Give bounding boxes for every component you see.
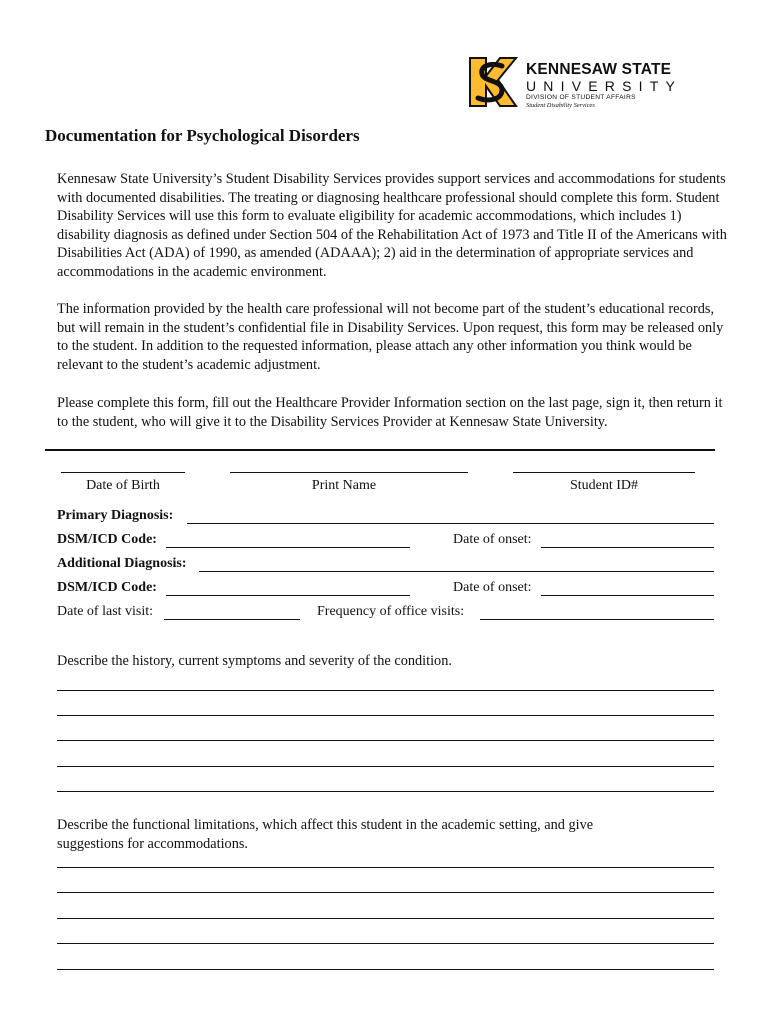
- frequency-label: Frequency of office visits:: [317, 604, 465, 619]
- primary-diagnosis-field[interactable]: [187, 523, 714, 524]
- functional-answer-line-1[interactable]: [57, 867, 714, 868]
- history-answer-line-4[interactable]: [57, 766, 714, 767]
- history-question: [57, 652, 727, 671]
- functional-answer-line-5[interactable]: [57, 969, 714, 970]
- dob-field[interactable]: [61, 472, 185, 473]
- ksu-logo: [466, 54, 696, 116]
- dsm-code-row-2: [57, 580, 157, 600]
- primary-diagnosis-label: Primary Diagnosis:: [57, 508, 174, 523]
- additional-diagnosis-label: Additional Diagnosis:: [57, 556, 187, 571]
- intro-text-2: The information provided by the health care professional will not become part of the student’s educational records, but will remain in the student’s confidential file in Disability Services. Upon request, this form may be released only to the student. In addition to the requested information, please attach any other information you think would be relevant to the student’s academic adjustment.: [57, 301, 724, 373]
- additional-diagnosis-row: [57, 556, 187, 576]
- intro-paragraph-2: [57, 300, 727, 374]
- functional-answer-line-3[interactable]: [57, 918, 714, 919]
- print-name-field[interactable]: [230, 472, 468, 473]
- onset-field-2[interactable]: [541, 595, 714, 596]
- dsm-code-field-2[interactable]: [166, 595, 410, 596]
- intro-text-3: Please complete this form, fill out the Healthcare Provider Information section on the last page, sign it, then return it to the student, who will give it to the Disability Services Provider at Kennesaw State University.: [57, 395, 723, 430]
- intro-text-1: Kennesaw State University’s Student Disability Services provides support services and accommodations for students with documented disabilities. The treating or diagnosing healthcare professional should complete this form. Student Disability Services will use this form to evaluate eligibility for academic accommodations, which includes 1) disability diagnosis as defined under Section 504 of the Rehabilitation Act of 1973 and Title II of the Americans with Disabilities Act (ADA) of 1990, as amended (ADAAA); 2) aid in the determination of appropriate services and accommodations in the academic environment.: [57, 171, 727, 280]
- dsm-code-row-1: [57, 532, 157, 552]
- ksu-monogram-icon: [466, 54, 518, 110]
- onset-label-1: Date of onset:: [453, 532, 532, 547]
- history-answer-line-2[interactable]: [57, 715, 714, 716]
- additional-diagnosis-field[interactable]: [199, 571, 714, 572]
- dsm-code-field-1[interactable]: [166, 547, 410, 548]
- onset-row-2: [453, 580, 532, 600]
- logo-line-1: KENNESAW STATE: [526, 61, 672, 78]
- frequency-field[interactable]: [480, 619, 714, 620]
- primary-diagnosis-row: [57, 508, 173, 528]
- functional-answer-line-4[interactable]: [57, 943, 714, 944]
- history-answer-line-3[interactable]: [57, 740, 714, 741]
- history-answer-line-5[interactable]: [57, 791, 714, 792]
- logo-line-2: UNIVERSITY: [526, 78, 683, 94]
- section-divider: [45, 449, 715, 451]
- last-visit-field[interactable]: [164, 619, 300, 620]
- history-answer-line-1[interactable]: [57, 690, 714, 691]
- dsm-code-label-2: DSM/ICD Code:: [57, 580, 157, 595]
- print-name-caption: Print Name: [311, 478, 377, 493]
- functional-question: [57, 816, 657, 853]
- history-question-text: Describe the history, current symptoms and severity of the condition.: [57, 653, 452, 669]
- last-visit-label: Date of last visit:: [57, 604, 154, 619]
- onset-label-2: Date of onset:: [453, 580, 532, 595]
- student-id-field[interactable]: [513, 472, 695, 473]
- frequency-row: [317, 604, 464, 624]
- onset-field-1[interactable]: [541, 547, 714, 548]
- functional-answer-line-2[interactable]: [57, 892, 714, 893]
- intro-paragraph-3: [57, 394, 727, 431]
- functional-question-text: Describe the functional limitations, which affect this student in the academic setting, and give suggestions for accommodations.: [57, 817, 594, 852]
- onset-row-1: [453, 532, 532, 552]
- student-id-caption: Student ID#: [569, 478, 639, 493]
- dsm-code-label-1: DSM/ICD Code:: [57, 532, 157, 547]
- last-visit-row: [57, 604, 153, 624]
- logo-line-3: DIVISION OF STUDENT AFFAIRS: [526, 94, 636, 101]
- dob-caption: Date of Birth: [86, 478, 160, 493]
- page-title: Documentation for Psychological Disorders: [45, 126, 360, 145]
- intro-paragraph-1: [57, 170, 727, 282]
- logo-line-4: Student Disability Services: [526, 102, 595, 109]
